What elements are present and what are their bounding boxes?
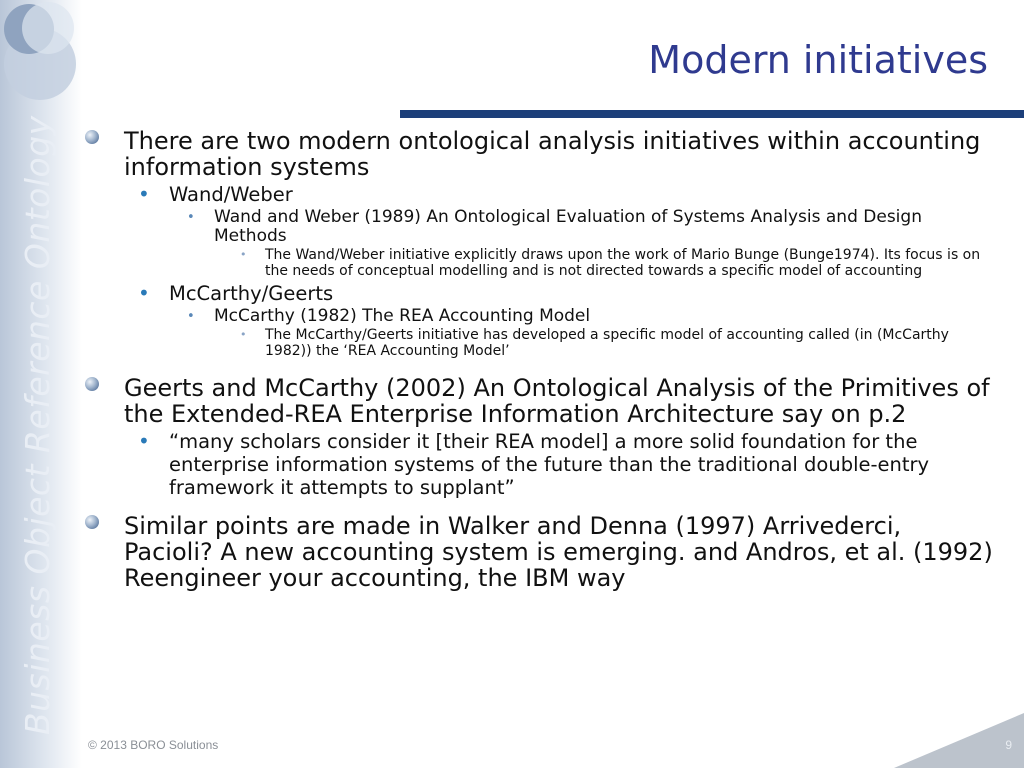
bullet-level4: • The Wand/Weber initiative explicitly draws upon the work of Mario Bunge (Bunge1974). Its focus is on the needs of conceptual modelling and is not directed towards a specific model of accounting (240, 247, 981, 279)
bullet-icon: • (138, 182, 150, 206)
page-number: 9 (1005, 738, 1012, 752)
bullet-level1: Geerts and McCarthy (2002) An Ontological Analysis of the Primitives of the Extended-REA Enterprise Information Architecture say on p.2 (85, 375, 995, 427)
vertical-brand-title: Business Object Reference Ontology (18, 115, 57, 735)
bullet-icon: • (138, 281, 150, 305)
decorative-circle (22, 2, 74, 54)
bullet-level2: • Wand/Weber (138, 182, 293, 206)
bullet-icon: • (240, 248, 247, 261)
copyright-footer: © 2013 BORO Solutions (88, 738, 219, 752)
bullet-icon (85, 130, 99, 144)
bullet-icon: • (138, 429, 150, 453)
bullet-icon (85, 377, 99, 391)
bullet-icon (85, 515, 99, 529)
bullet-level1: There are two modern ontological analysis initiatives within accounting information systems (85, 128, 995, 180)
bullet-level2: • McCarthy/Geerts (138, 281, 334, 305)
sidebar-decoration (0, 0, 82, 768)
bullet-icon: • (187, 309, 195, 324)
bullet-icon: • (240, 328, 247, 341)
bullet-level3: • McCarthy (1982) The REA Accounting Model (187, 306, 591, 326)
bullet-level3: • Wand and Weber (1989) An Ontological Evaluation of Systems Analysis and Design Methods (187, 207, 922, 246)
bullet-level4: • The McCarthy/Geerts initiative has developed a specific model of accounting called (in (McCarthy 1982)) the ‘REA Accounting Model’ (240, 327, 949, 359)
slide-body (85, 128, 995, 591)
title-underline (400, 110, 1024, 118)
slide-title: Modern initiatives (648, 38, 988, 82)
bullet-icon: • (187, 210, 195, 225)
bullet-level2: • “many scholars consider it [their REA model] a more solid foundation for the enterprise information systems of the future than the traditional double-entry framework it attempts to supplant” (138, 429, 930, 499)
bullet-level1: Similar points are made in Walker and Denna (1997) Arrivederci, Pacioli? A new accounting system is emerging. and Andros, et al. (1992) Reengineer your accounting, the IBM way (85, 513, 995, 591)
